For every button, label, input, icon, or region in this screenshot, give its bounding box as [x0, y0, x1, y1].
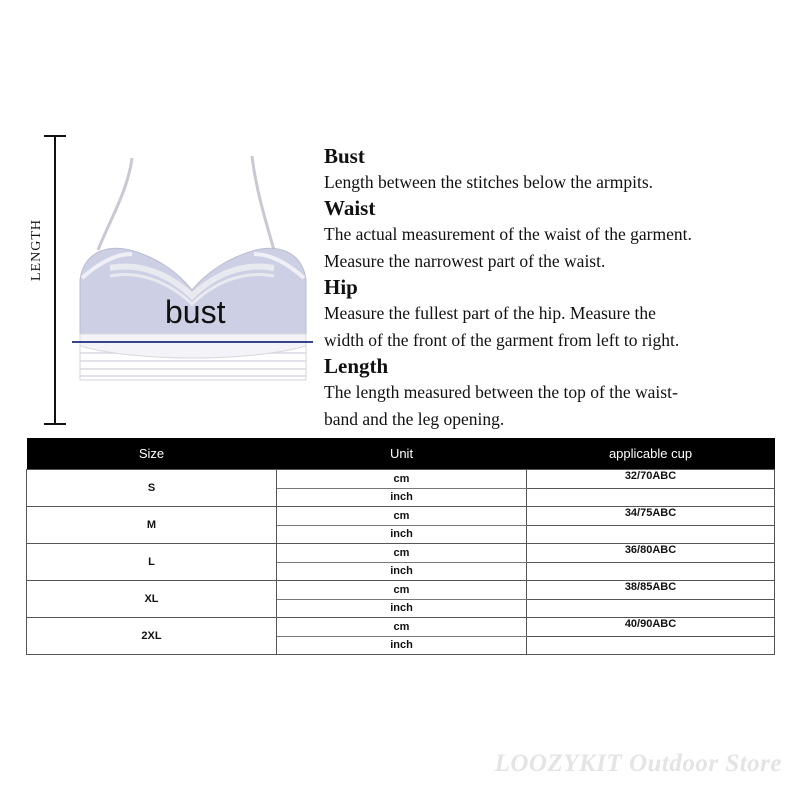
unit-cell: inch [277, 488, 527, 507]
definition-length [324, 353, 794, 433]
unit-cell: inch [277, 636, 527, 655]
table-row [27, 581, 775, 600]
cup-cell: 38/85ABC [527, 581, 775, 600]
size-cell: 2XL [27, 618, 277, 655]
definition-title: Hip [324, 275, 358, 299]
bust-label: bust [165, 294, 226, 330]
table-row [27, 544, 775, 563]
size-chart-table [26, 438, 775, 655]
table-header-row [27, 438, 775, 470]
cup-cell-empty [527, 525, 775, 544]
header-unit: Unit [277, 438, 527, 470]
unit-cell: cm [277, 618, 527, 637]
cup-cell: 34/75ABC [527, 507, 775, 526]
definition-text: Length between the stitches below the armpits. [324, 172, 654, 192]
size-cell: L [27, 544, 277, 581]
table-row [27, 618, 775, 637]
definition-text: The actual measurement of the waist of the garment. [324, 224, 692, 244]
definition-hip [324, 274, 794, 354]
table-row [27, 507, 775, 526]
definition-text: Measure the narrowest part of the waist. [324, 251, 606, 271]
header-size: Size [27, 438, 277, 470]
unit-cell: cm [277, 581, 527, 600]
definition-bust [324, 143, 794, 196]
unit-cell: cm [277, 507, 527, 526]
definition-title: Length [324, 354, 389, 378]
definition-text: band and the leg opening. [324, 409, 505, 429]
bra-illustration [70, 150, 315, 385]
unit-cell: inch [277, 562, 527, 581]
cup-cell: 40/90ABC [527, 618, 775, 637]
header-applicable-cup: applicable cup [527, 438, 775, 470]
store-watermark: LOOZYKIT Outdoor Store [494, 750, 782, 777]
cup-cell-empty [527, 562, 775, 581]
definition-title: Bust [324, 144, 365, 168]
definition-waist [324, 195, 794, 275]
measurement-definitions [324, 143, 794, 432]
unit-cell: cm [277, 544, 527, 563]
definition-text: Measure the fullest part of the hip. Measure the [324, 303, 656, 323]
unit-cell: inch [277, 599, 527, 618]
size-cell: XL [27, 581, 277, 618]
cup-cell-empty [527, 636, 775, 655]
cup-cell: 32/70ABC [527, 470, 775, 489]
unit-cell: cm [277, 470, 527, 489]
ruler-bottom-cap [44, 423, 66, 425]
table-row [27, 470, 775, 489]
size-cell: S [27, 470, 277, 507]
definition-title: Waist [324, 196, 376, 220]
ruler-line [54, 135, 56, 425]
definition-text: width of the front of the garment from left to right. [324, 330, 680, 350]
size-cell: M [27, 507, 277, 544]
length-label: LENGTH [29, 219, 44, 281]
cup-cell-empty [527, 599, 775, 618]
cup-cell-empty [527, 488, 775, 507]
definition-text: The length measured between the top of the waist- [324, 382, 678, 402]
cup-cell: 36/80ABC [527, 544, 775, 563]
unit-cell: inch [277, 525, 527, 544]
